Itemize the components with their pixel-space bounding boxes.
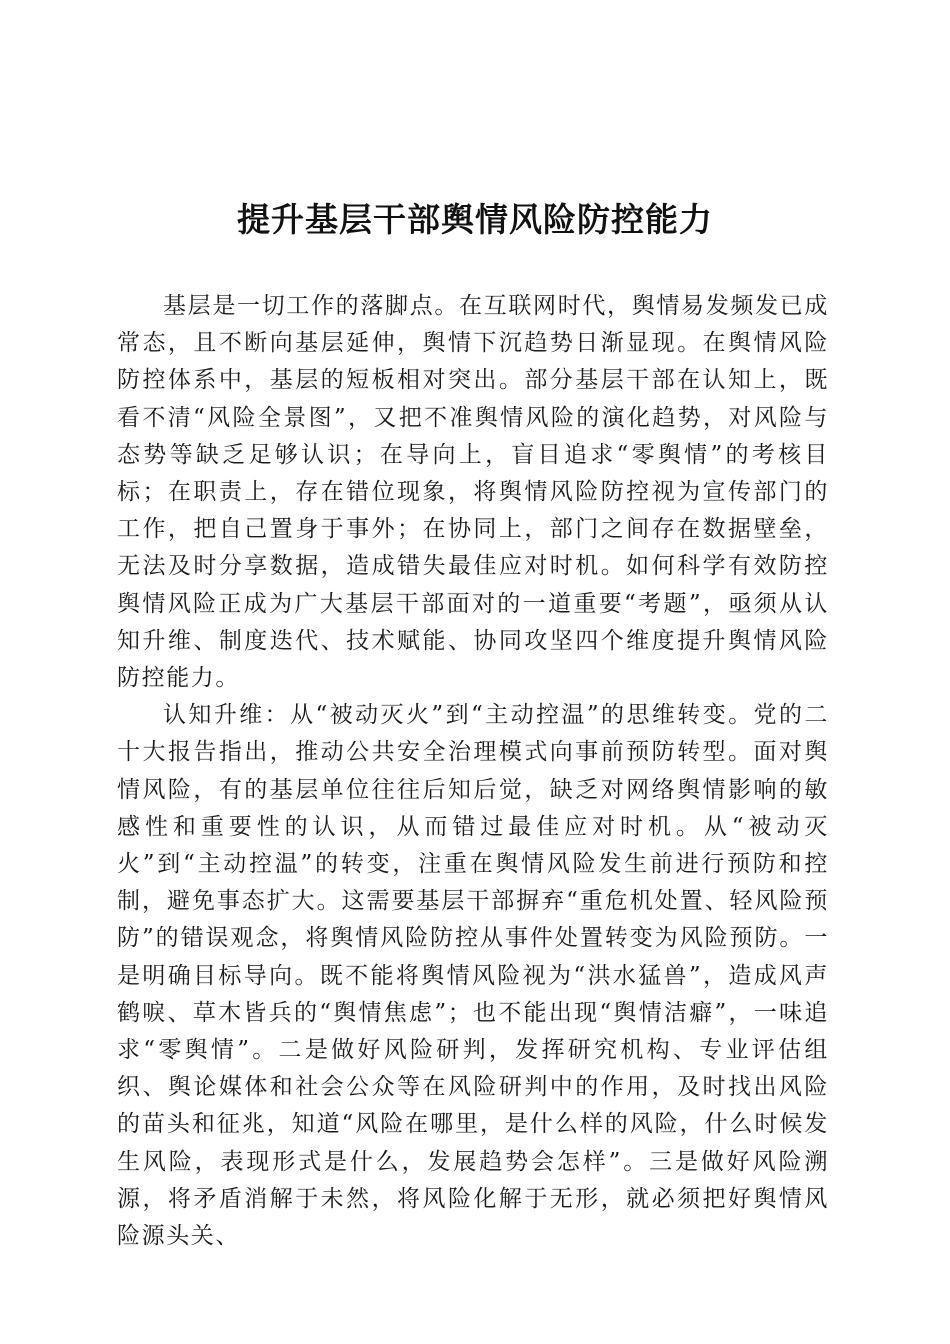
document-title: 提升基层干部舆情风险防控能力 bbox=[237, 200, 713, 239]
paragraph-2: 认知升维：从“被动灭火”到“主动控温”的思维转变。党的二十大报告指出，推动公共安全治理模式向事前预防转型。面对舆情风险，有的基层单位往往后知后觉，缺乏对网络舆情影响的敏感性和重要性的认识，从而错过最佳应对时机。从“被动灭火”到“主动控温”的转变，注重在舆情风险发生前进行预防和控制，避免事态扩大。这需要基层干部摒弃“重危机处置、轻风险预防”的错误观念，将舆情风险防控从事件处置转变为风险预防。一是明确目标导向。既不能将舆情风险视为“洪水猛兽”，造成风声鹤唳、草木皆兵的“舆情焦虑”；也不能出现“舆情洁癖”，一味追求“零舆情”。二是做好风险研判，发挥研究机构、专业评估组织、舆论媒体和社会公众等在风险研判中的作用，及时找出风险的苗头和征兆，知道“风险在哪里，是什么样的风险，什么时候发生风险，表现形式是什么，发展趋势会怎样”。三是做好风险溯源，将矛盾消解于未然，将风险化解于无形，就必须把好舆情风险源头关、 bbox=[117, 702, 829, 1250]
paragraph-1: 基层是一切工作的落脚点。在互联网时代，舆情易发频发已成常态，且不断向基层延伸，舆情下沉趋势日渐显现。在舆情风险防控体系中，基层的短板相对突出。部分基层干部在认知上，既看不清“风险全景图”，又把不准舆情风险的演化趋势，对风险与态势等缺乏足够认识；在导向上，盲目追求“零舆情”的考核目标；在职责上，存在错位现象，将舆情风险防控视为宣传部门的工作，把自己置身于事外；在协同上，部门之间存在数据壁垒，无法及时分享数据，造成错失最佳应对时机。如何科学有效防控舆情风险正成为广大基层干部面对的一道重要“考题”，亟须从认知升维、制度迭代、技术赋能、协同攻坚四个维度提升舆情风险防控能力。 bbox=[117, 293, 829, 692]
document-body bbox=[117, 288, 829, 1255]
